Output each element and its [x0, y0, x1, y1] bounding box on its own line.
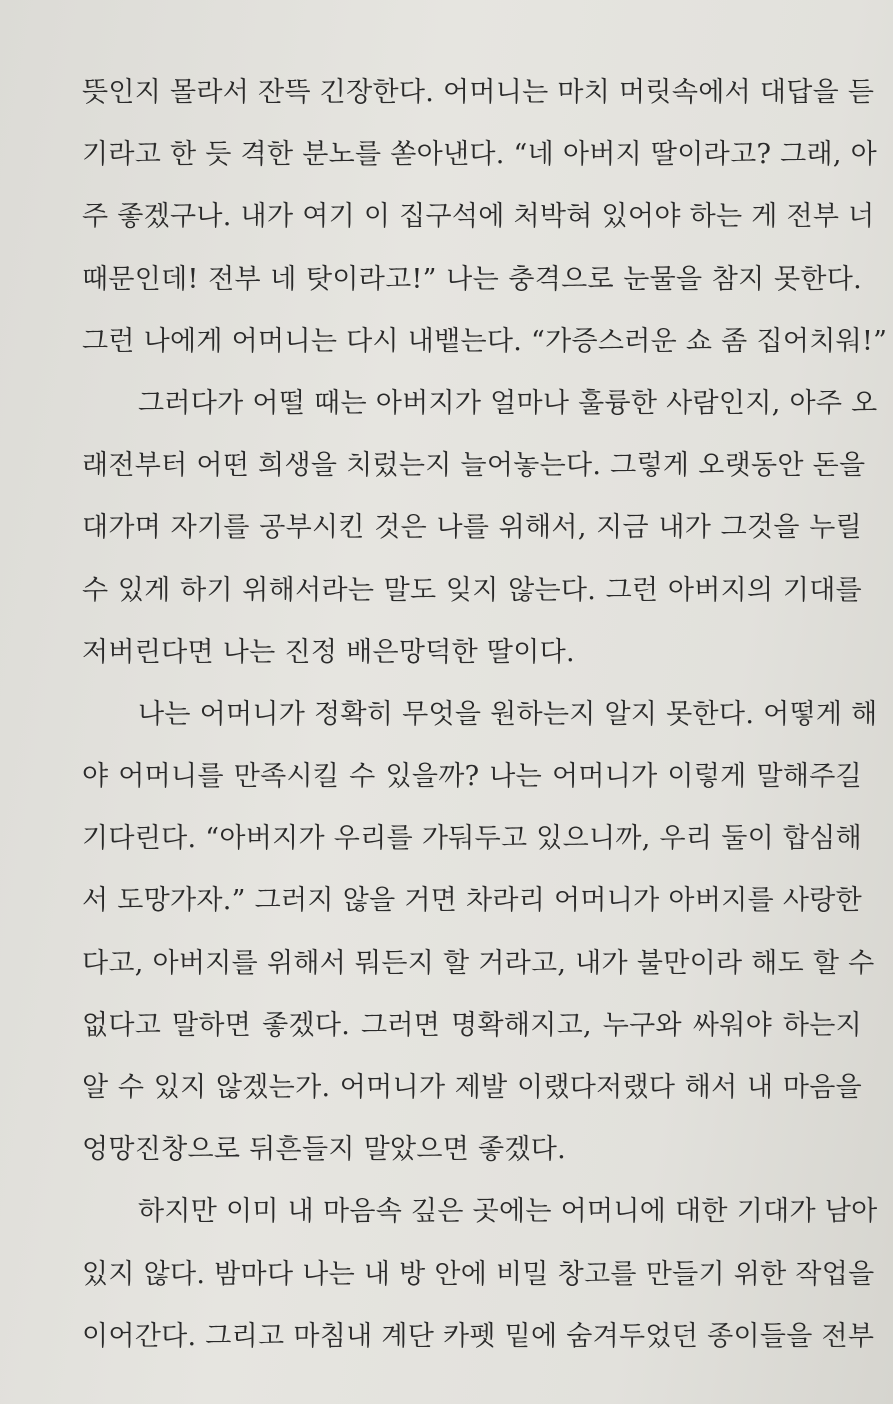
text-line: 다고, 아버지를 위해서 뭐든지 할 거라고, 내가 불만이라 해도 할 수 — [82, 947, 875, 979]
text-line: 없다고 말하면 좋겠다. 그러면 명확해지고, 누구와 싸워야 하는지 — [82, 1009, 862, 1041]
text-line: 그러다가 어떨 때는 아버지가 얼마나 훌륭한 사람인지, 아주 오 — [138, 387, 878, 419]
text-line: 이어간다. 그리고 마침내 계단 카펫 밑에 숨겨두었던 종이들을 전부 — [82, 1320, 875, 1352]
text-line: 래전부터 어떤 희생을 치렀는지 늘어놓는다. 그렇게 오랫동안 돈을 — [82, 450, 866, 482]
text-line: 때문인데! 전부 네 탓이라고!” 나는 충격으로 눈물을 참지 못한다. — [82, 263, 862, 295]
text-line: 기라고 한 듯 격한 분노를 쏟아낸다. “네 아버지 딸이라고? 그래, 아 — [82, 139, 878, 171]
body-text — [82, 62, 888, 1368]
text-line: 수 있게 하기 위해서라는 말도 잊지 않는다. 그런 아버지의 기대를 — [82, 574, 862, 606]
text-line: 그런 나에게 어머니는 다시 내뱉는다. “가증스러운 쇼 좀 집어치워!” — [82, 325, 888, 357]
text-line: 뜻인지 몰라서 잔뜩 긴장한다. 어머니는 마치 머릿속에서 대답을 듣 — [82, 77, 875, 108]
text-line: 대가며 자기를 공부시킨 것은 나를 위해서, 지금 내가 그것을 누릴 — [82, 512, 862, 544]
text-line: 엉망진창으로 뒤흔들지 말았으면 좋겠다. — [82, 1134, 567, 1166]
text-line: 야 어머니를 만족시킬 수 있을까? 나는 어머니가 이렇게 말해주길 — [82, 761, 862, 793]
text-line: 하지만 이미 내 마음속 깊은 곳에는 어머니에 대한 기대가 남아 — [138, 1196, 878, 1228]
text-line: 알 수 있지 않겠는가. 어머니가 제발 이랬다저랬다 해서 내 마음을 — [82, 1072, 862, 1103]
text-line: 주 좋겠구나. 내가 여기 이 집구석에 처박혀 있어야 하는 게 전부 너 — [82, 201, 875, 233]
text-line: 저버린다면 나는 진정 배은망덕한 딸이다. — [82, 636, 575, 668]
text-line: 있지 않다. 밤마다 나는 내 방 안에 비밀 창고를 만들기 위한 작업을 — [82, 1258, 875, 1290]
text-line: 서 도망가자.” 그러지 않을 거면 차라리 어머니가 아버지를 사랑한 — [82, 885, 862, 917]
text-line: 나는 어머니가 정확히 무엇을 원하는지 알지 못한다. 어떻게 해 — [138, 698, 878, 730]
text-line: 기다린다. “아버지가 우리를 가둬두고 있으니까, 우리 둘이 합심해 — [82, 823, 862, 855]
